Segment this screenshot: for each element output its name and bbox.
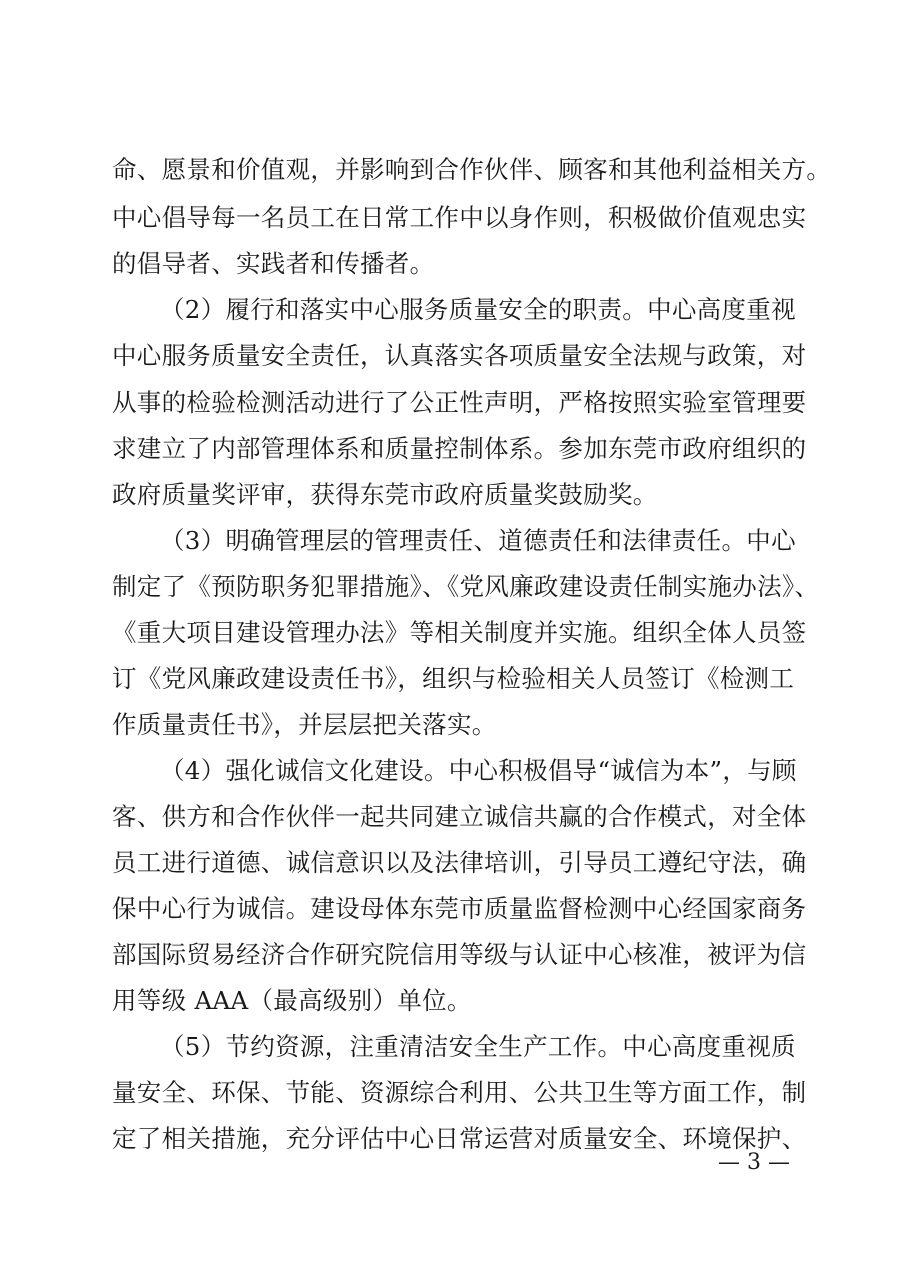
text-line: 《重大项目建设管理办法》等相关制度并实施。组织全体人员签	[112, 618, 807, 647]
text-line: 的倡导者、实践者和传播者。	[112, 249, 435, 278]
text-line: 从事的检验检测活动进行了公正性声明，严格按照实验室管理要	[112, 388, 807, 417]
text-line: 中心服务质量安全责任，认真落实各项质量安全法规与政策，对	[112, 341, 807, 370]
text-line: 求建立了内部管理体系和质量控制体系。参加东莞市政府组织的	[112, 434, 807, 463]
text-line: 命、愿景和价值观，并影响到合作伙伴、顾客和其他利益相关方。	[112, 155, 832, 184]
text-line: 客、供方和合作伙伴一起共同建立诚信共赢的合作模式，对全体	[112, 802, 807, 831]
paragraph-5-heading-line: （5）节约资源，注重清洁安全生产工作。中心高度重视质	[160, 1032, 796, 1061]
text-line: 政府质量奖评审，获得东莞市政府质量奖鼓励奖。	[112, 480, 658, 509]
text-line: 中心倡导每一名员工在日常工作中以身作则，积极做价值观忠实	[112, 203, 807, 232]
text-line: 用等级 AAA（最高级别）单位。	[112, 986, 472, 1015]
text-line: 订《党风廉政建设责任书》，组织与检验相关人员签订《检测工	[112, 664, 795, 693]
text-line: 量安全、环保、节能、资源综合利用、公共卫生等方面工作，制	[112, 1078, 807, 1107]
text-line: 部国际贸易经济合作研究院信用等级与认证中心核准，被评为信	[112, 940, 807, 969]
page-number: — 3 —	[718, 1150, 790, 1175]
paragraph-2-heading-line: （2）履行和落实中心服务质量安全的职责。中心高度重视	[160, 295, 796, 324]
text-line: 保中心行为诚信。建设母体东莞市质量监督检测中心经国家商务	[112, 894, 807, 923]
paragraph-4-heading-line: （4）强化诚信文化建设。中心积极倡导“诚信为本”，与顾	[160, 756, 797, 785]
text-line: 员工进行道德、诚信意识以及法律培训，引导员工遵纪守法，确	[112, 848, 807, 877]
paragraph-3-heading-line: （3）明确管理层的管理责任、道德责任和法律责任。中心	[160, 526, 796, 555]
text-line: 作质量责任书》，并层层把关落实。	[112, 710, 497, 739]
text-line: 定了相关措施，充分评估中心日常运营对质量安全、环境保护、	[112, 1124, 807, 1153]
text-line: 制定了《预防职务犯罪措施》、《党风廉政建设责任制实施办法》、	[112, 572, 820, 601]
